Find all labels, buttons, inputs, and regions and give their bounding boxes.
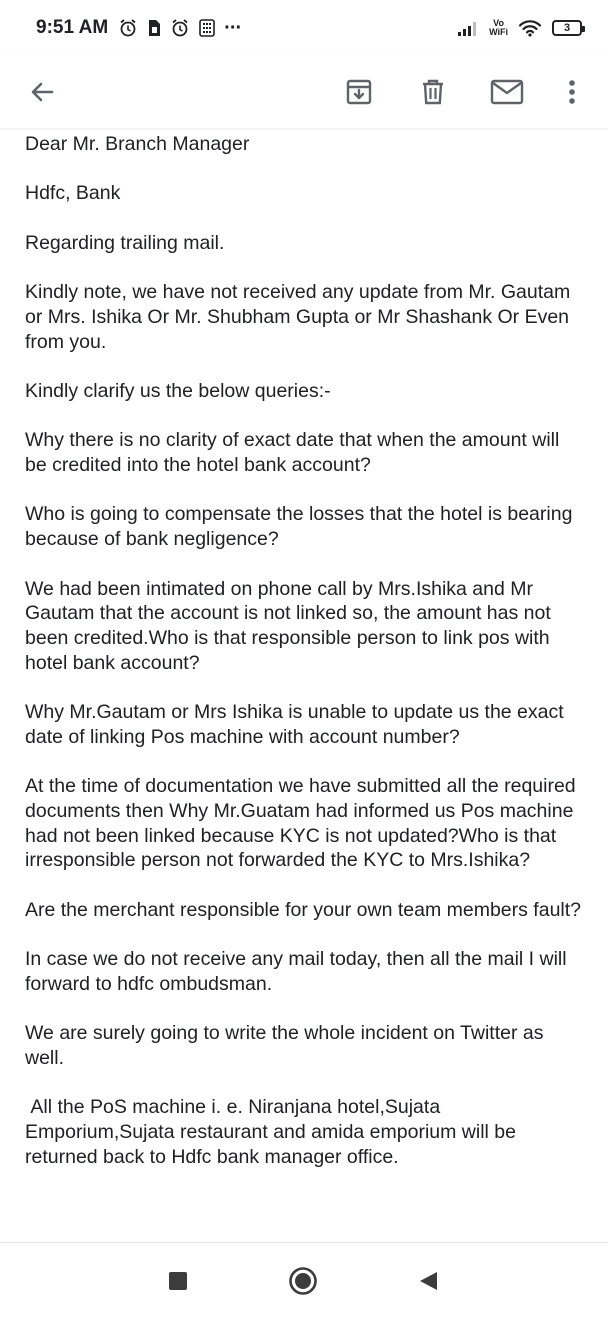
calculator-icon <box>198 18 216 38</box>
back-button[interactable] <box>20 70 64 114</box>
triangle-back-icon <box>417 1270 439 1292</box>
battery-level: 3 <box>563 22 571 34</box>
email-body <box>25 132 585 1194</box>
email-paragraph: Dear Mr. Branch Manager <box>25 133 250 155</box>
trash-icon <box>419 77 447 107</box>
recents-button[interactable] <box>160 1263 196 1299</box>
vowifi-top: Vo <box>493 18 504 28</box>
delete-button[interactable] <box>411 70 455 114</box>
alarm-clock-icon <box>170 18 190 38</box>
vowifi-bottom: WiFi <box>489 27 508 37</box>
archive-icon <box>344 77 374 107</box>
more-vert-icon <box>567 78 577 106</box>
email-paragraph: In case we do not receive any mail today, then all the mail I will forward to hdfc ombudsman. <box>25 948 572 995</box>
archive-button[interactable] <box>337 70 381 114</box>
email-paragraph: Who is going to compensate the losses that the hotel is bearing because of bank negligence? <box>25 503 578 551</box>
email-paragraph: Kindly clarify us the below queries:- <box>25 379 331 402</box>
battery-icon <box>552 20 582 36</box>
system-nav-bar <box>0 1242 608 1318</box>
email-paragraph: We are surely going to write the whole incident on Twitter as well. <box>25 1022 549 1069</box>
email-paragraph: Why there is no clarity of exact date that when the amount will be credited into the hotel bank account? <box>25 429 565 477</box>
sim-card-icon <box>146 18 162 38</box>
email-paragraph: Are the merchant responsible for your own team members fault? <box>25 898 582 921</box>
square-icon <box>168 1271 188 1291</box>
email-paragraph: Why Mr.Gautam or Mrs Ishika is unable to update us the exact date of linking Pos machine with account number? <box>25 701 570 748</box>
clock-time: 9:51 AM <box>36 17 109 38</box>
email-paragraph: Kindly note, we have not received any update from Mr. Gautam or Mrs. Ishika Or Mr. Shubham Gupta or Mr Shashank Or Even from you. <box>25 281 576 353</box>
vowifi-indicator <box>489 19 508 37</box>
wifi-icon <box>518 19 542 37</box>
mail-icon <box>490 78 524 106</box>
email-paragraph: Regarding trailing mail. <box>25 231 225 254</box>
email-paragraph: All the PoS machine i. e. Niranjana hotel,Sujata Emporium,Sujata restaurant and amida emporium will be returned back to Hdfc bank manager office. <box>25 1096 522 1168</box>
home-button[interactable] <box>285 1263 321 1299</box>
nav-back-button[interactable] <box>410 1263 446 1299</box>
status-left <box>36 17 241 40</box>
signal-icon <box>457 20 479 36</box>
arrow-left-icon <box>28 78 56 106</box>
alarm-icon <box>118 18 138 38</box>
email-paragraph: We had been intimated on phone call by Mrs.Ishika and Mr Gautam that the account is not linked so, the amount has not been credited.Who is that responsible person to link pos with hotel bank account? <box>25 577 557 674</box>
email-paragraph: At the time of documentation we have submitted all the required documents then Why Mr.Guatam had informed us Pos machine had not been linked because KYC is not updated?Who is that irresponsible person not forwarded the KYC to Mrs.Ishika? <box>25 775 582 872</box>
more-options-button[interactable] <box>550 70 594 114</box>
more-notifications-indicator: ··· <box>224 16 242 39</box>
status-right <box>457 19 582 37</box>
status-bar <box>0 0 608 56</box>
circle-icon <box>288 1266 318 1296</box>
email-paragraph: Hdfc, Bank <box>25 182 121 205</box>
mail-toolbar <box>0 56 608 128</box>
mark-unread-button[interactable] <box>485 70 529 114</box>
notification-icons <box>118 17 241 40</box>
